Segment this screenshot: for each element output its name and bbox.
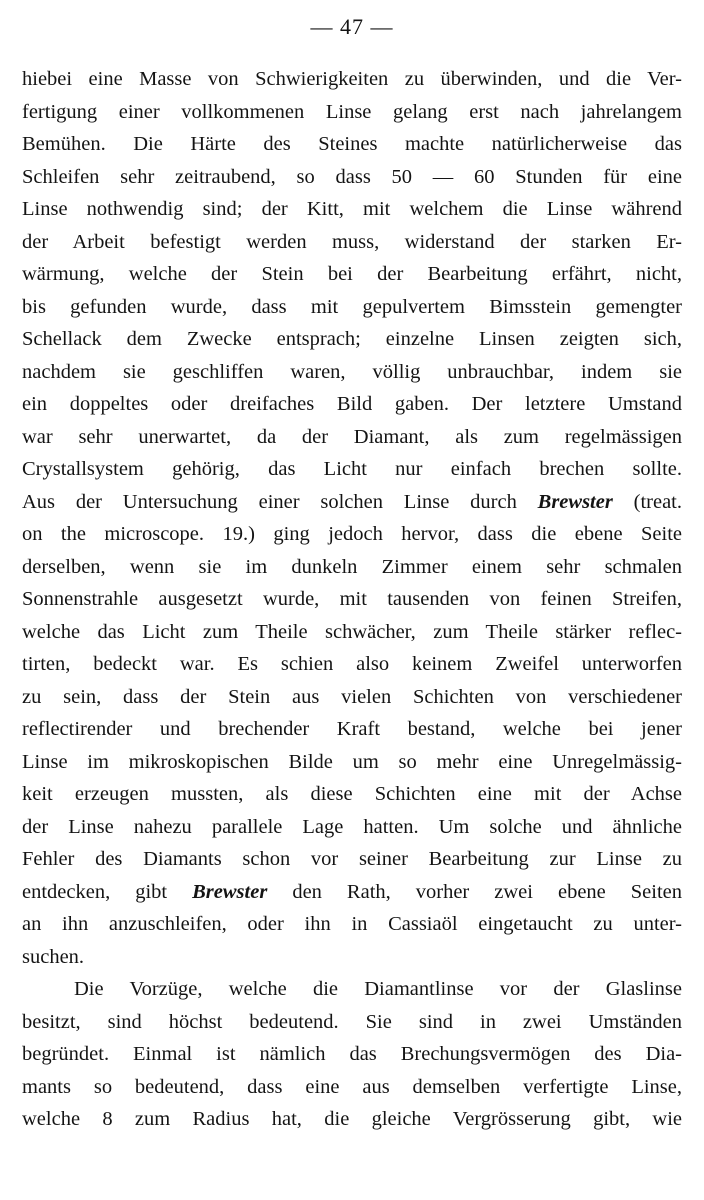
author-name: Brewster [537, 490, 613, 513]
text-line [22, 486, 682, 519]
text-line: Die Vorzüge, welche die Diamantlinse vor der Glaslinse [74, 978, 682, 1000]
text-line [22, 876, 682, 909]
text-line: wärmung, welche der Stein bei der Bearbeitung erfährt, nicht, [22, 263, 682, 285]
page-number: — 47 — [310, 14, 394, 39]
text-line: Sonnenstrahle ausgesetzt wurde, mit tausenden von feinen Streifen, [22, 588, 682, 610]
text-segment: den Rath, vorher zwei ebene Seiten [267, 880, 683, 903]
text-line: Linse im mikroskopischen Bilde um so mehr eine Unregelmässig- [22, 750, 682, 773]
text-line: Bemühen. Die Härte des Steines machte natürlicherweise das [22, 133, 682, 155]
text-line: mants so bedeutend, dass eine aus demselben verfertigte Linse, [22, 1075, 682, 1098]
text-line: besitzt, sind höchst bedeutend. Sie sind in zwei Umständen [22, 1010, 682, 1033]
text-line: suchen. [22, 945, 85, 968]
text-line: an ihn anzuschleifen, oder ihn in Cassiaöl eingetaucht zu unter- [22, 913, 682, 935]
text-line: reflectirender und brechender Kraft bestand, welche bei jener [22, 718, 682, 740]
author-name: Brewster [192, 880, 268, 903]
text-line: on the microscope. 19.) ging jedoch hervor, dass die ebene Seite [22, 523, 682, 545]
text-line: begründet. Einmal ist nämlich das Brechungsvermögen des Dia- [22, 1043, 682, 1065]
text-line: der Arbeit befestigt werden muss, widerstand der starken Er- [22, 230, 682, 253]
text-line: ein doppeltes oder dreifaches Bild gaben. Der letztere Umstand [22, 393, 682, 415]
text-segment: Aus der Untersuchung einer solchen Linse durch [22, 490, 538, 513]
text-segment: entdecken, gibt [22, 880, 193, 903]
text-line: der Linse nahezu parallele Lage hatten. Um solche und ähnliche [22, 815, 682, 838]
text-line: keit erzeugen mussten, als diese Schichten eine mit der Achse [22, 783, 682, 805]
text-line: bis gefunden wurde, dass mit gepulvertem Bimsstein gemengter [22, 295, 682, 318]
text-line: hiebei eine Masse von Schwierigkeiten zu überwinden, und die Ver- [22, 68, 682, 90]
text-line: derselben, wenn sie im dunkeln Zimmer einem sehr schmalen [22, 555, 682, 578]
body-text [22, 63, 682, 1136]
text-line: Schleifen sehr zeitraubend, so dass 50 — 60 Stunden für eine [22, 165, 682, 188]
text-line: zu sein, dass der Stein aus vielen Schichten von verschiedener [22, 685, 682, 708]
text-line: Fehler des Diamants schon vor seiner Bearbeitung zur Linse zu [22, 848, 682, 870]
text-line: tirten, bedeckt war. Es schien also keinem Zweifel unterworfen [22, 653, 682, 675]
text-line: welche das Licht zum Theile schwächer, zum Theile stärker reflec- [22, 620, 682, 643]
text-line: nachdem sie geschliffen waren, völlig unbrauchbar, indem sie [22, 360, 682, 383]
text-line: Crystallsystem gehörig, das Licht nur einfach brechen sollte. [22, 458, 682, 480]
text-segment: (treat. [612, 490, 682, 513]
text-line: war sehr unerwartet, da der Diamant, als zum regelmässigen [22, 425, 682, 448]
text-line: welche 8 zum Radius hat, die gleiche Vergrösserung gibt, wie [22, 1108, 682, 1130]
text-line: Linse nothwendig sind; der Kitt, mit welchem die Linse während [22, 198, 682, 220]
text-line: Schellack dem Zwecke entsprach; einzelne Linsen zeigten sich, [22, 328, 682, 350]
text-line: fertigung einer vollkommenen Linse gelang erst nach jahrelangem [22, 100, 682, 123]
